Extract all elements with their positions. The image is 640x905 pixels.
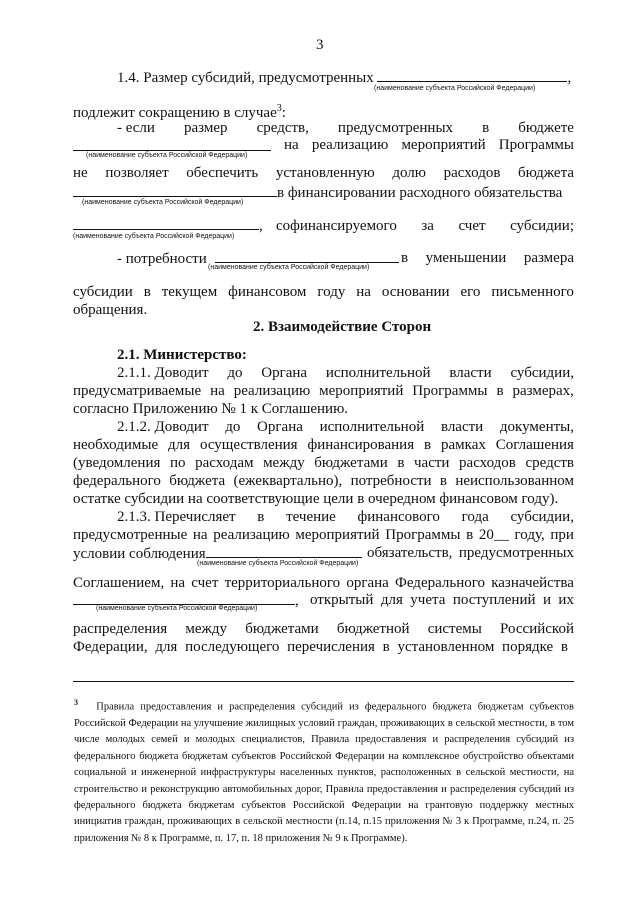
word: исполнительной (325, 365, 431, 381)
word: органа (346, 575, 389, 591)
word: между (185, 621, 228, 637)
word: позволяет (105, 165, 169, 181)
word: предусмотренных (337, 120, 454, 136)
word: власти (449, 365, 492, 381)
word: в (257, 509, 265, 525)
word: в (401, 250, 409, 266)
word: году, (514, 527, 545, 543)
p14-b2-line3: обращения. (73, 302, 148, 318)
p14-b1-line4-text: в финансировании расходного обязательства (277, 185, 563, 201)
footnote-text: Правила предоставления и распределения субсидий из федерального бюджета бюджетам субъектов Российской Федерации на улучшение жилищных условий граждан, проживающих в сельской местности, в том числе молодых семей и молодых специалистов, Правила предоставления и распределения субсидий из федерального бюджета бюджетам субъектов Российской Федерации на комплексное обустройство объектами социальной и инженерной инфраструктуры населенных пунктов, расположенных в сельской местности, на строительство и реконструкцию автомобильных дорог, Правила предоставления и распределения субсидий из федерального бюджета бюджетам субъектов Российской Федерации на грантовую поддержку местных инициатив граждан, проживающих в сельской местности (п.14, п.15 приложения № 3 к Программе, п.24, п. 25 приложения № 8 к Программе, п. 17, п. 18 приложения № 9 к Программе). (74, 701, 575, 844)
word: реализацию (233, 383, 311, 399)
subject-blank (73, 216, 259, 230)
word: счет (458, 218, 486, 234)
word: 20__ (478, 527, 509, 543)
footnote (74, 695, 574, 847)
word: на (170, 575, 186, 591)
word: предусмотренные (73, 527, 188, 543)
p14-b1-line1 (117, 119, 574, 137)
word: для (380, 592, 403, 608)
word: в (466, 527, 474, 543)
word: Соглашением, (73, 575, 165, 591)
word: в (424, 437, 432, 453)
word: в (143, 284, 151, 300)
p14-line1-comma: , (567, 70, 572, 86)
footnote-mark: 3 (74, 698, 78, 707)
word: бюджетами (245, 621, 319, 637)
word: обеспечить (186, 165, 259, 181)
word: субсидии, (510, 365, 574, 381)
p213-line2 (73, 526, 574, 544)
word: мероприятий (319, 383, 404, 399)
subject-blank (73, 137, 271, 151)
word: основании (381, 284, 450, 300)
subsection-title: 2.1. Министерство: (117, 347, 247, 363)
word: расходам (195, 455, 254, 471)
word: поступлений (452, 592, 536, 608)
word: бюджетной (336, 621, 410, 637)
subject-caption: (наименование субъекта Российской Федерации) (374, 85, 536, 92)
word: на (356, 284, 371, 300)
word: установленном (397, 639, 495, 655)
subject-blank (377, 68, 567, 82)
p14-b2-line2 (73, 283, 574, 301)
word: Федерации, (73, 639, 148, 655)
word: реализацию (213, 527, 290, 543)
word: размерах, (512, 383, 574, 399)
word: 2.1.1. Доводит (117, 365, 209, 381)
word: субсидии; (510, 218, 574, 234)
word: осуществления (199, 437, 298, 453)
word: году (317, 284, 346, 300)
p14-b1-line5-comma: , (259, 218, 263, 234)
word: бюджета (169, 473, 226, 489)
word: территориального (224, 575, 341, 591)
p212-line1 (117, 418, 574, 436)
word: в (496, 383, 504, 399)
word: открытый (310, 592, 374, 608)
word: расходов (459, 455, 516, 471)
word: Органа (261, 365, 308, 381)
word: распределения (73, 621, 168, 637)
word: Федерального (395, 575, 486, 591)
word: Программы (412, 383, 488, 399)
word: Органа (257, 419, 303, 435)
word: письменного (491, 284, 574, 300)
word: софинансируемого (276, 218, 397, 234)
p213-line5-comma: , (295, 593, 299, 609)
word: перечисления (287, 639, 375, 655)
p213-line3-start: условии соблюдения (73, 546, 206, 562)
word: Программы (385, 527, 461, 543)
word: расходов (443, 165, 501, 181)
p211-line2 (73, 382, 574, 400)
word: долю (392, 165, 426, 181)
word: предусмотренных (458, 545, 574, 561)
word: размер (184, 120, 228, 136)
subject-caption: (наименование субъекта Российской Федерации) (197, 560, 359, 567)
word: по (169, 455, 186, 471)
word: в (560, 639, 568, 655)
word: на (192, 527, 208, 543)
p213-line7 (73, 638, 568, 656)
subject-blank (73, 591, 295, 605)
p14-line1-text: 1.4. Размер субсидий, предусмотренных (117, 70, 374, 86)
word: бюджетами (314, 455, 388, 471)
word: его (460, 284, 481, 300)
word: для (168, 437, 191, 453)
word: на (210, 383, 225, 399)
word: текущем (161, 284, 218, 300)
word: Соглашения (495, 437, 574, 453)
word: не (73, 165, 88, 181)
word: казначейства (491, 575, 574, 591)
p14-b1-line5 (276, 217, 574, 235)
word: размера (523, 250, 574, 266)
word: до (225, 419, 241, 435)
word: реализацию (311, 137, 389, 153)
word: в (382, 639, 390, 655)
subject-caption: (наименование субъекта Российской Федерации) (86, 152, 248, 159)
word: Программы (498, 137, 574, 153)
footnote-ref: 3 (276, 103, 282, 114)
word: 2.1.2. Доводит (117, 419, 209, 435)
word: года (461, 509, 489, 525)
p14-b1-line3 (73, 164, 574, 182)
word: для (155, 639, 178, 655)
p14-line2-colon: : (281, 105, 286, 121)
word: учета (410, 592, 446, 608)
word: власти (440, 419, 484, 435)
p211-line1 (117, 364, 574, 382)
p212-line5: остатке субсидии на соответствующие цели в очередном финансовом году). (73, 491, 559, 507)
word: и (542, 592, 551, 608)
word: системы (427, 621, 482, 637)
word: в (482, 120, 490, 136)
p211-line3: согласно Приложению № 1 к Соглашению. (73, 401, 349, 417)
subject-caption: (наименование субъекта Российской Федерации) (208, 264, 370, 271)
word: средств (525, 455, 574, 471)
footnote-divider (73, 681, 574, 682)
p14-b2-line1-end (401, 249, 574, 267)
word: потребности (350, 473, 432, 489)
p213-line1 (117, 508, 574, 526)
subject-caption: (наименование субъекта Российской Федерации) (96, 605, 258, 612)
word: бюджете (518, 120, 574, 136)
word: мероприятий (295, 527, 380, 543)
p213-line3-end (367, 544, 574, 562)
word: последующего (185, 639, 280, 655)
word: финансовом (228, 284, 307, 300)
word: неиспользованном (455, 473, 574, 489)
section-title: 2. Взаимодействие Сторон (253, 319, 432, 335)
word: рамках (440, 437, 486, 453)
word: в (397, 455, 405, 471)
word: счет (191, 575, 219, 591)
word: исполнительной (319, 419, 425, 435)
word: в (439, 473, 447, 489)
subject-blank (73, 183, 277, 197)
p212-line2 (73, 436, 574, 454)
p14-line2-text: подлежит сокращению в случае (73, 105, 277, 121)
word: предусматриваемые (73, 383, 202, 399)
subject-caption: (наименование субъекта Российской Федерации) (73, 233, 235, 240)
word: между (263, 455, 305, 471)
word: субсидии, (510, 509, 574, 525)
word: федерального (73, 473, 161, 489)
p14-b1-line2 (284, 136, 574, 154)
page-number: 3 (316, 37, 324, 53)
word: субсидии (73, 284, 133, 300)
p213-line6 (73, 620, 574, 638)
p212-line3 (73, 454, 574, 472)
word: необходимые (73, 437, 159, 453)
word: на (284, 137, 299, 153)
word: (уведомления (73, 455, 161, 471)
word: 2.1.3. Перечисляет (117, 509, 236, 525)
p213-line4 (73, 574, 574, 592)
word: обязательств, (367, 545, 453, 561)
word: порядке (502, 639, 554, 655)
subject-caption: (наименование субъекта Российской Федерации) (82, 199, 244, 206)
word: финансового (357, 509, 440, 525)
word: Российской (500, 621, 574, 637)
subject-blank (206, 544, 362, 558)
word: течение (286, 509, 336, 525)
word: установленную (275, 165, 375, 181)
p213-line5 (310, 591, 574, 609)
word: за (421, 218, 434, 234)
word: до (227, 365, 243, 381)
word: средств, (256, 120, 309, 136)
word: финансирования (307, 437, 415, 453)
p212-line4 (73, 472, 574, 490)
p14-b2-start: - потребности (117, 251, 207, 267)
word: (ежеквартально), (233, 473, 343, 489)
word: их (558, 592, 574, 608)
word: уменьшении (425, 250, 507, 266)
subject-blank (215, 249, 399, 263)
word: части (414, 455, 450, 471)
word: - если (117, 120, 155, 136)
word: документы, (499, 419, 574, 435)
word: мероприятий (401, 137, 486, 153)
word: при (550, 527, 574, 543)
word: бюджета (518, 165, 574, 181)
